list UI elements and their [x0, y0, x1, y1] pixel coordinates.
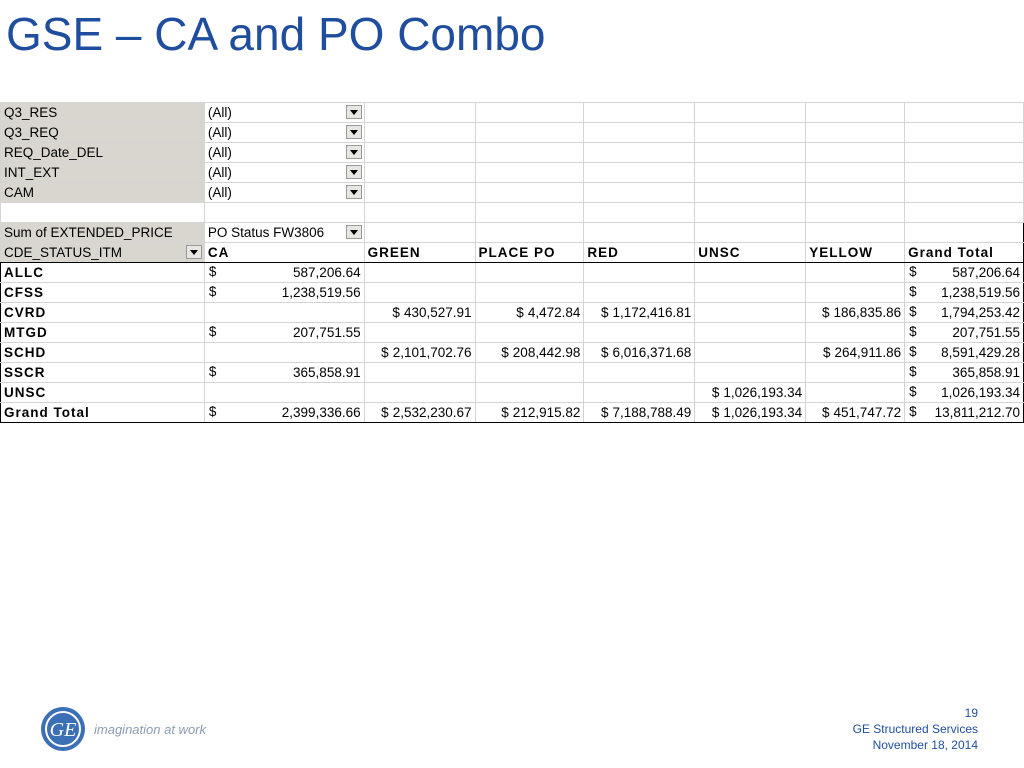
spacer-row	[1, 203, 1024, 223]
currency-symbol: $	[909, 304, 917, 319]
amount: 207,751.55	[293, 325, 361, 340]
currency-symbol: $	[909, 364, 917, 379]
dropdown-arrow-icon[interactable]	[346, 225, 362, 239]
filter-value: (All)	[207, 105, 232, 120]
value-cell[interactable]	[364, 263, 475, 283]
row-label[interactable]: CFSS	[1, 283, 205, 303]
value-cell[interactable]	[695, 343, 806, 363]
filter-field-name: INT_EXT	[1, 163, 205, 183]
filter-field-name: REQ_Date_DEL	[1, 143, 205, 163]
value-cell[interactable]	[204, 263, 364, 283]
value-cell[interactable]	[475, 383, 584, 403]
value-cell[interactable]	[806, 343, 905, 363]
dropdown-arrow-icon[interactable]	[346, 145, 362, 159]
column-field-label: PO Status FW3806	[207, 225, 325, 240]
currency-symbol: $	[909, 344, 917, 359]
amount: 1,238,519.56	[941, 285, 1020, 300]
dropdown-arrow-icon[interactable]	[346, 105, 362, 119]
amount: 207,751.55	[952, 325, 1020, 340]
value-cell[interactable]	[204, 403, 364, 423]
amount: 7,188,788.49	[612, 405, 692, 420]
amount: 1,026,193.34	[941, 385, 1020, 400]
grand-total-row	[1, 403, 1024, 423]
filter-row-req-date-del	[1, 143, 1024, 163]
amount: 1,794,253.42	[941, 305, 1020, 320]
value-cell[interactable]	[475, 323, 584, 343]
table-row	[1, 283, 1024, 303]
ge-monogram-icon	[40, 706, 86, 752]
amount: 587,206.64	[952, 265, 1020, 280]
value-cell[interactable]	[905, 383, 1024, 403]
value-cell[interactable]	[584, 303, 695, 323]
pivot-table-sheet	[0, 102, 1024, 423]
row-label[interactable]: SSCR	[1, 363, 205, 383]
filter-field-name: Q3_RES	[1, 103, 205, 123]
currency-symbol: $	[516, 305, 524, 320]
value-cell[interactable]	[584, 383, 695, 403]
dropdown-arrow-icon[interactable]	[346, 125, 362, 139]
column-header[interactable]: UNSC	[695, 243, 806, 263]
currency-symbol: $	[600, 345, 609, 360]
row-field-dropdown[interactable]	[1, 243, 205, 263]
amount: 451,747.72	[833, 405, 902, 420]
value-cell[interactable]	[584, 343, 695, 363]
value-cell[interactable]	[584, 403, 695, 423]
currency-symbol: $	[600, 405, 609, 420]
currency-symbol: $	[909, 404, 917, 419]
value-cell[interactable]	[204, 383, 364, 403]
company-name: GE Structured Services	[852, 722, 978, 736]
currency-symbol: $	[823, 345, 831, 360]
row-label[interactable]: MTGD	[1, 323, 205, 343]
currency-symbol: $	[381, 405, 389, 420]
slide-footer	[853, 705, 978, 753]
currency-symbol: $	[711, 405, 720, 420]
amount: 1,026,193.34	[723, 385, 803, 400]
value-cell[interactable]	[364, 303, 475, 323]
table-row	[1, 263, 1024, 283]
table-row	[1, 343, 1024, 363]
pivot-header-row	[1, 243, 1024, 263]
filter-dropdown[interactable]	[204, 103, 364, 123]
pivot-field-row	[1, 223, 1024, 243]
currency-symbol: $	[909, 284, 917, 299]
filter-dropdown[interactable]	[204, 123, 364, 143]
amount: 264,911.86	[834, 345, 902, 360]
currency-symbol: $	[392, 305, 400, 320]
currency-symbol: $	[711, 385, 720, 400]
amount: 1,172,416.81	[612, 305, 692, 320]
currency-symbol: $	[208, 284, 217, 299]
amount: 208,442.98	[512, 345, 581, 360]
value-cell[interactable]	[584, 263, 695, 283]
filter-row-cam	[1, 183, 1024, 203]
amount: 2,399,336.66	[281, 405, 361, 420]
currency-symbol: $	[208, 264, 217, 279]
value-cell[interactable]	[695, 283, 806, 303]
value-cell[interactable]	[364, 283, 475, 303]
value-cell[interactable]	[475, 363, 584, 383]
column-header[interactable]: Grand Total	[905, 243, 1024, 263]
value-cell[interactable]	[364, 363, 475, 383]
table-row	[1, 323, 1024, 343]
value-cell[interactable]	[806, 263, 905, 283]
dropdown-arrow-icon[interactable]	[346, 185, 362, 199]
logo-mark: GE	[49, 719, 77, 741]
value-cell[interactable]	[204, 323, 364, 343]
value-cell[interactable]	[475, 343, 584, 363]
value-cell[interactable]	[475, 283, 584, 303]
value-cell[interactable]	[475, 303, 584, 323]
dropdown-arrow-icon[interactable]	[186, 245, 202, 259]
currency-symbol: $	[822, 405, 830, 420]
column-header[interactable]: PLACE PO	[475, 243, 584, 263]
value-cell[interactable]	[695, 263, 806, 283]
value-cell[interactable]	[806, 323, 905, 343]
slide-title: GSE – CA and PO Combo	[6, 8, 546, 60]
amount: 13,811,212.70	[934, 405, 1020, 420]
filter-value: (All)	[207, 125, 232, 140]
value-cell[interactable]	[695, 363, 806, 383]
value-cell[interactable]	[584, 283, 695, 303]
amount: 4,472.84	[527, 305, 581, 320]
ge-logo	[40, 706, 206, 752]
value-cell[interactable]	[806, 363, 905, 383]
filter-dropdown[interactable]	[204, 183, 364, 203]
currency-symbol: $	[381, 345, 389, 360]
value-cell[interactable]	[905, 263, 1024, 283]
value-cell[interactable]	[475, 263, 584, 283]
currency-symbol: $	[822, 305, 830, 320]
amount: 430,527.91	[403, 305, 472, 320]
column-field-dropdown[interactable]	[204, 223, 364, 243]
amount: 365,858.91	[293, 365, 361, 380]
amount: 2,101,702.76	[392, 345, 472, 360]
value-cell[interactable]	[695, 403, 806, 423]
filter-row-q3-req	[1, 123, 1024, 143]
data-field-label[interactable]: Sum of EXTENDED_PRICE	[1, 223, 205, 243]
dropdown-arrow-icon[interactable]	[346, 165, 362, 179]
slide-date: November 18, 2014	[872, 738, 978, 752]
value-cell[interactable]	[204, 283, 364, 303]
value-cell[interactable]	[475, 403, 584, 423]
table-row	[1, 363, 1024, 383]
value-cell[interactable]	[905, 323, 1024, 343]
column-header[interactable]: RED	[584, 243, 695, 263]
value-cell[interactable]	[364, 403, 475, 423]
row-label[interactable]: UNSC	[1, 383, 205, 403]
currency-symbol: $	[909, 264, 917, 279]
amount: 1,026,193.34	[723, 405, 803, 420]
value-cell[interactable]	[905, 343, 1024, 363]
value-cell[interactable]	[695, 303, 806, 323]
currency-symbol: $	[600, 305, 609, 320]
value-cell[interactable]	[806, 303, 905, 323]
value-cell[interactable]	[584, 323, 695, 343]
row-label[interactable]: CVRD	[1, 303, 205, 323]
filter-row-int-ext	[1, 163, 1024, 183]
value-cell[interactable]	[204, 303, 364, 323]
filter-dropdown[interactable]	[204, 163, 364, 183]
row-label[interactable]: ALLC	[1, 263, 205, 283]
filter-row-q3-res	[1, 103, 1024, 123]
grand-total-label: Grand Total	[1, 403, 205, 423]
value-cell[interactable]	[364, 343, 475, 363]
row-label[interactable]: SCHD	[1, 343, 205, 363]
value-cell[interactable]	[806, 403, 905, 423]
filter-field-name: Q3_REQ	[1, 123, 205, 143]
column-header[interactable]: YELLOW	[806, 243, 905, 263]
filter-field-name: CAM	[1, 183, 205, 203]
filter-dropdown[interactable]	[204, 143, 364, 163]
filter-value: (All)	[207, 145, 232, 160]
currency-symbol: $	[909, 384, 917, 399]
currency-symbol: $	[501, 405, 509, 420]
value-cell[interactable]	[905, 283, 1024, 303]
value-cell[interactable]	[364, 383, 475, 403]
amount: 587,206.64	[293, 265, 361, 280]
amount: 8,591,429.28	[941, 345, 1020, 360]
amount: 186,835.86	[833, 305, 902, 320]
column-header[interactable]: GREEN	[364, 243, 475, 263]
value-cell[interactable]	[905, 363, 1024, 383]
amount: 1,238,519.56	[281, 285, 361, 300]
column-header[interactable]: CA	[204, 243, 364, 263]
currency-symbol: $	[501, 345, 509, 360]
value-cell[interactable]	[204, 343, 364, 363]
value-cell[interactable]	[204, 363, 364, 383]
table-row	[1, 303, 1024, 323]
value-cell[interactable]	[905, 403, 1024, 423]
value-cell[interactable]	[905, 303, 1024, 323]
amount: 2,532,230.67	[392, 405, 472, 420]
currency-symbol: $	[208, 324, 217, 339]
amount: 212,915.82	[512, 405, 581, 420]
filter-value: (All)	[207, 185, 232, 200]
value-cell[interactable]	[584, 363, 695, 383]
pivot-body	[1, 243, 1024, 423]
table-row	[1, 383, 1024, 403]
currency-symbol: $	[208, 364, 217, 379]
tagline: imagination at work	[94, 721, 206, 737]
value-cell[interactable]	[364, 323, 475, 343]
value-cell[interactable]	[806, 383, 905, 403]
page-number: 19	[964, 706, 978, 720]
currency-symbol: $	[208, 404, 217, 419]
value-cell[interactable]	[695, 323, 806, 343]
pivot-grid	[0, 102, 1024, 423]
amount: 6,016,371.68	[612, 345, 692, 360]
amount: 365,858.91	[952, 365, 1020, 380]
filter-value: (All)	[207, 165, 232, 180]
value-cell[interactable]	[695, 383, 806, 403]
row-field-label: CDE_STATUS_ITM	[4, 245, 123, 260]
currency-symbol: $	[909, 324, 917, 339]
value-cell[interactable]	[806, 283, 905, 303]
